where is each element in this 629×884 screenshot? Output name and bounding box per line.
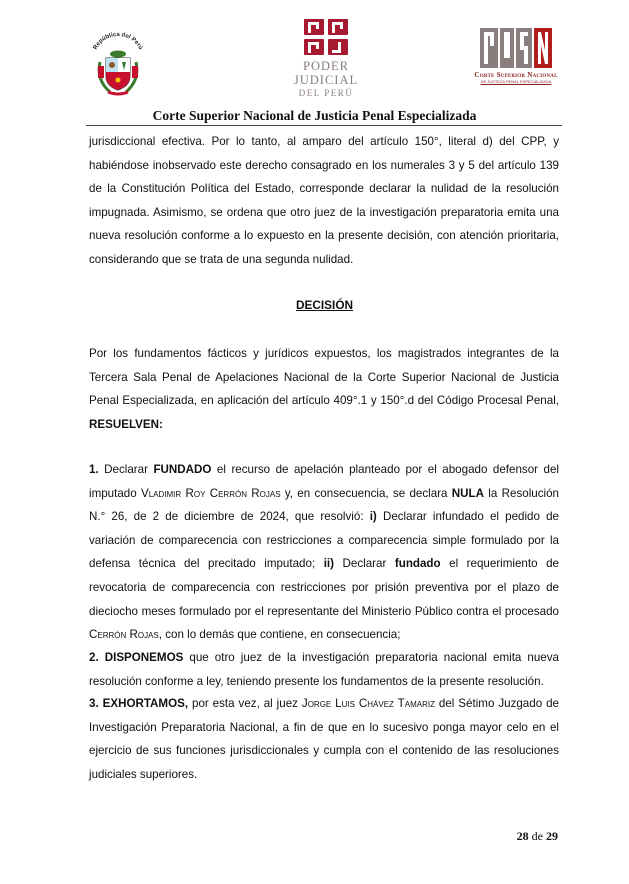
item-text: , con lo demás que contiene, en consecuencia; [158, 628, 401, 642]
item-bold: DISPONEMOS [104, 651, 184, 664]
pj-monogram-icon [302, 18, 350, 56]
resolve-label: RESUELVEN: [89, 417, 163, 431]
decision-heading: DECISIÓN [295, 298, 354, 312]
page-total: 29 [546, 829, 558, 843]
item-bold: FUNDADO [153, 463, 212, 476]
decision-item-2 [89, 646, 559, 693]
item-text: y, en consecuencia, se declara [280, 486, 452, 500]
intro-paragraph [89, 130, 559, 272]
corte-superior-nacional-logo [470, 26, 562, 98]
item-number: 2. [89, 651, 99, 664]
csn-monogram-icon [476, 26, 556, 70]
seal-text: República del Perú [92, 31, 144, 51]
item-number: 1. [89, 463, 99, 476]
svg-text:República del Perú [93, 32, 144, 51]
item-bold: i) [369, 510, 377, 524]
item-number: 3. [89, 697, 99, 710]
item-text: el requerimiento de revocatoria de comparecencia con restricciones por prisión preventiva por el plazo de dieciocho meses formulado por el representante del Ministerio Público contra el procesado [89, 557, 559, 618]
item-text: la Resolución N.° 26, de 2 de diciembre de 2024, que resolvió: [89, 486, 559, 524]
csn-name: Corte Superior Nacional [474, 71, 558, 79]
preamble-paragraph [89, 342, 559, 436]
poder-judicial-name: PODER JUDICIAL [293, 59, 359, 87]
item-text: por esta vez, al juez [188, 697, 302, 710]
court-title: Corte Superior Nacional de Justicia Penal Especializada [152, 108, 477, 123]
item-text: el recurso de apelación planteado por el abogado defensor del imputado [89, 463, 559, 500]
item-bold: NULA [451, 486, 484, 500]
judge-name: Jorge Luis Chávez Tamariz [301, 697, 435, 710]
poder-judicial-logo [270, 18, 382, 100]
item-bold: ii) [323, 557, 335, 571]
header-divider [86, 125, 562, 126]
defendant-name: Cerrón Rojas [89, 628, 159, 642]
intro-paragraph-text: jurisdiccional efectiva. Por lo tanto, al amparo del artículo 150°, literal d) del CPP, y habiéndose inobservado este derecho consagrado en los numerales 3 y 5 del artículo 139 de la Constitución Política del Estado, corresponde declarar la nulidad de la resolución impugnada. Asimismo, se ordena que otro juez de la investigación preparatoria emita una nueva resolución conforme a lo expuesto en la presente decisión, con atención prioritaria, considerando que se trata de una segunda nulidad. [89, 135, 559, 266]
item-text: Declarar [98, 463, 154, 476]
defendant-name: Vladimir Roy Cerrón Rojas [141, 486, 281, 500]
page-separator: de [528, 829, 546, 843]
item-text: del Sétimo Juzgado de Investigación Preparatoria Nacional, a fin de que en lo sucesivo ponga mayor celo en el ejercicio de sus funciones jurisdiccionales y cumpla con el contenido de las resoluciones judiciales superiores. [89, 697, 559, 781]
item-bold: fundado [394, 557, 441, 571]
item-text: que otro juez de la investigación preparatoria nacional emita nueva resolución conforme a ley, teniendo presente los fundamentos de la presente resolución. [89, 651, 559, 688]
preamble-text: Por los fundamentos fácticos y jurídicos expuestos, los magistrados integrantes de la Tercera Sala Penal de Apelaciones Nacional de la Corte Superior Nacional de Justicia Penal Especializada, en aplicación del artículo 409°.1 y 150°.d del Código Procesal Penal, [89, 347, 559, 408]
peru-coat-of-arms-icon [86, 30, 150, 100]
item-text: Declarar infundado el pedido de variación de comparecencia con restricciones a comparecencia simple formulado por la defensa técnica del precitado imputado; [89, 510, 559, 571]
page-number [517, 829, 558, 844]
decision-item-1 [89, 458, 559, 647]
decision-item-3 [89, 692, 559, 786]
csn-subtitle: DE JUSTICIA PENAL ESPECIALIZADA [480, 79, 552, 84]
item-bold: EXHORTAMOS, [102, 697, 189, 710]
poder-judicial-subtitle: DEL PERÚ [298, 88, 354, 98]
item-text: Declarar [334, 557, 395, 571]
page-current: 28 [516, 829, 529, 843]
